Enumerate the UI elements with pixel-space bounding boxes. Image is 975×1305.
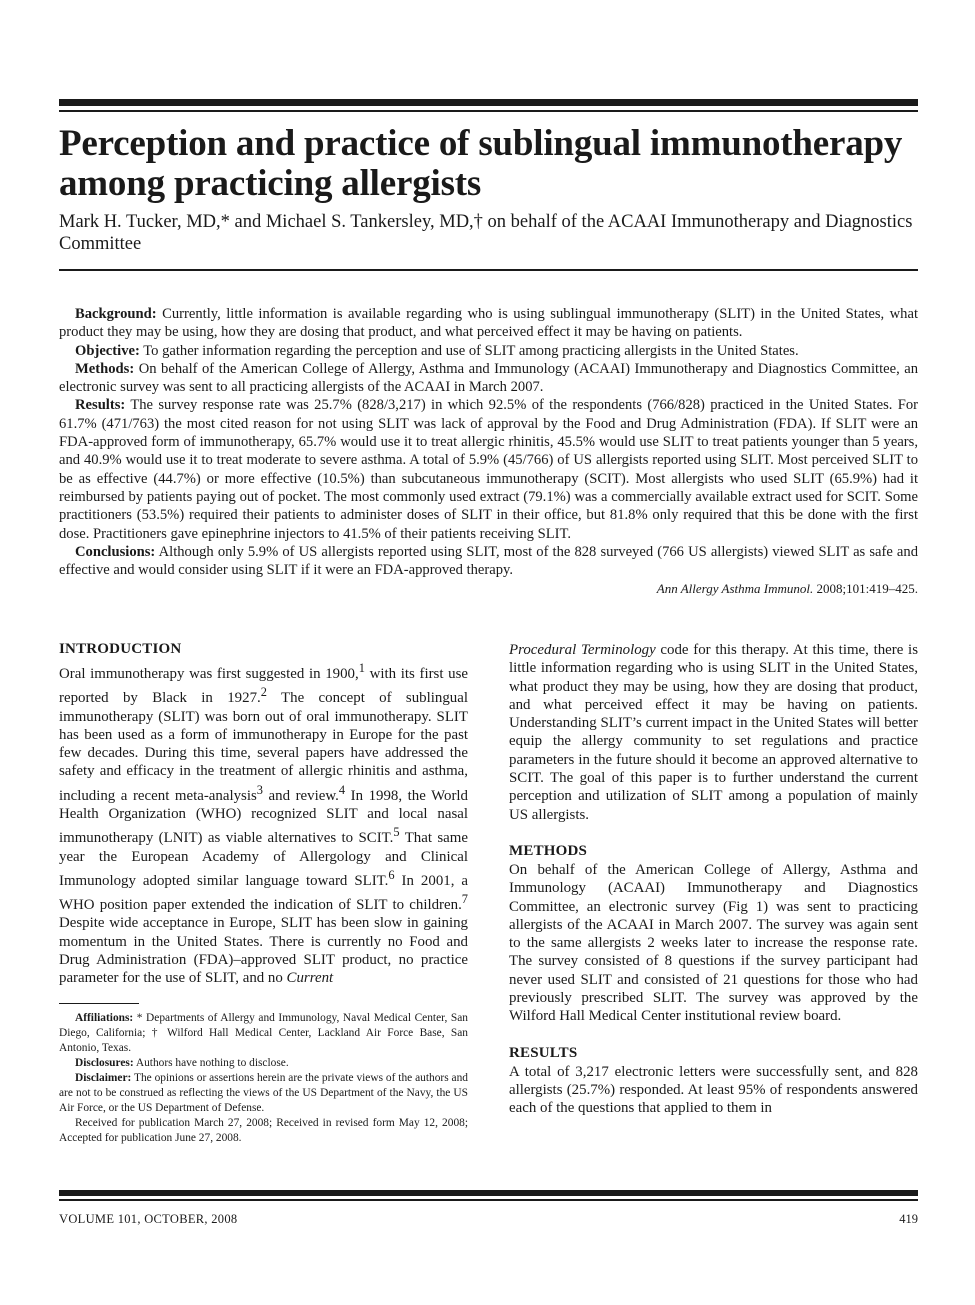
results-paragraph: A total of 3,217 electronic letters were successfully sent, and 828 allergists (25.7%) responded. At least 95% of respondents answered each of the questions that applied to them in — [509, 1063, 918, 1117]
article-title: Perception and practice of sublingual immunotherapy among practicing allergists — [59, 123, 903, 204]
ref-7: 7 — [461, 892, 468, 907]
footnote-affiliations — [59, 1011, 468, 1056]
results-label: Results: — [75, 397, 126, 414]
footer-page-number: 419 — [899, 1212, 918, 1226]
footnote-disclosures — [59, 1056, 468, 1071]
header-rule-thin — [59, 110, 918, 112]
conclusions-text: Although only 5.9% of US allergists reported using SLIT, most of the 828 surveyed (766 US allergists) viewed SLIT as safe and effective and would consider using SLIT if it were an FDA-approved therapy. — [59, 543, 919, 579]
disclaimer-label: Disclaimer: — [75, 1072, 132, 1084]
section-gap — [509, 824, 918, 842]
disclosures-text: Authors have nothing to disclose. — [133, 1057, 289, 1069]
abstract-results — [59, 396, 918, 542]
abstract-conclusions — [59, 543, 918, 580]
intro-text: with its first use reported by Black in 1927. — [59, 665, 468, 707]
abstract-objective — [59, 342, 918, 360]
section-gap — [509, 1026, 918, 1044]
intro-text: The concept of sublingual immunotherapy (SLIT) was born out of oral immunotherapy. SLIT has been used as a form of immunotherapy in Europe for the past few decades. During this time, several papers have addressed the safety and efficacy in the treatment of allergic rhinitis and asthma, including a recent meta-analysis — [59, 690, 468, 804]
authors-rule — [59, 269, 918, 271]
intro-text: In 1998, the World Health Organization (WHO) recognized SLIT and local nasal immunotherapy (LNIT) as viable alternatives to SCIT. — [59, 787, 468, 847]
footer-volume: VOLUME 101, OCTOBER, 2008 — [59, 1212, 238, 1226]
methods-paragraph: On behalf of the American College of Allergy, Asthma and Immunology (ACAAI) Immunotherapy and Diagnostics Committee, an electronic survey (Fig 1) was sent to practicing allergists of the ACAAI in March 2007. The survey was again sent to the same allergists 2 weeks later to increase the response rate. The survey consisted of 8 questions if the survey participant had never used SLIT and consisted of 21 questions for those who had previously prescribed SLIT. The survey was approved by the Wilford Hall Medical Center institutional review board. — [509, 861, 918, 1025]
ref-4: 4 — [338, 782, 346, 797]
results-text: The survey response rate was 25.7% (828/3,217) in which 92.5% of the respondents (766/828) practiced in the United States. For 61.7% (471/763) the most cited reason for not using SLIT was lack of approval by the Food and Drug Administration (FDA). If SLIT were an FDA-approved form of immunotherapy, 65.7% would use it to treat allergic rhinitis, 45.5% would use SLIT to treat patients younger than 5 years, and 40.9% would use it to treat moderate to severe asthma. A total of 5.9% (45/766) of US allergists reported using SLIT. Most perceived SLIT to be as effective (44.7%) or more effective (10.5%) than subcutaneous immunotherapy (SCIT). Most allergists who used SLIT (65.9%) had it reimbursed by patients paying out of pocket. The most commonly used extract (79.1%) was a commercially available extract used for SCIT. Some practitioners (53.5%) required their patients to administer doses of SLIT in their office, but 81.8% only required that this be done with the first dose. Practitioners gave epinephrine injectors to 41.5% of their patients receiving SLIT. — [59, 397, 918, 542]
background-text: Currently, little information is available regarding who is using sublingual immunotherapy (SLIT) in the United States, what product they may be using, how they are dosing that product, and what perceived effect it may be having on patients. — [59, 306, 919, 341]
citation-journal: Ann Allergy Asthma Immunol. — [656, 581, 814, 597]
conclusions-label: Conclusions: — [75, 543, 156, 560]
affiliations-label: Affiliations: — [75, 1012, 134, 1024]
introduction-heading: INTRODUCTION — [59, 641, 182, 657]
intro-text: That same year the European Academy of Allergology and Clinical Immunology adopted similar language toward SLIT. — [59, 830, 468, 889]
objective-label: Objective: — [75, 342, 140, 359]
introduction-paragraph — [59, 659, 468, 988]
methods-heading: METHODS — [509, 842, 588, 859]
intro-italic: Current — [286, 970, 334, 987]
ref-1: 1 — [358, 661, 365, 675]
intro-text: In 2001, a WHO position paper extended the indication of SLIT to children. — [59, 872, 468, 914]
ref-3: 3 — [256, 782, 263, 797]
disclosures-label: Disclosures: — [75, 1057, 134, 1069]
abstract — [59, 305, 918, 597]
left-column — [59, 640, 468, 988]
article-authors: Mark H. Tucker, MD,* and Michael S. Tankersley, MD,† on behalf of the ACAAI Immunotherapy and Diagnostics Committee — [59, 212, 913, 254]
footnote-received: Received for publication March 27, 2008; Received in revised form May 12, 2008; Accepted for publication June 27, 2008. — [59, 1117, 468, 1144]
intro-italic-cont: Procedural Terminology — [509, 642, 656, 658]
disclaimer-text: The opinions or assertions herein are the private views of the authors and are not to be construed as reflecting the views of the US Department of the Navy, the US Air Force, or the US Department of Defense. — [59, 1072, 468, 1114]
citation — [59, 580, 918, 597]
footer-rule-thin — [59, 1199, 918, 1201]
ref-6: 6 — [388, 867, 395, 882]
methods-text: On behalf of the American College of Allergy, Asthma and Immunology (ACAAI) Immunotherapy and Diagnostics Committee, an electronic survey was sent to all practicing allergists of the ACAAI in March 2007. — [59, 360, 919, 396]
header-rule-thick — [59, 99, 918, 106]
footnote-rule — [59, 1003, 139, 1004]
intro-text: Despite wide acceptance in Europe, SLIT has been slow in gaining momentum in the United States. There is currently no Food and Drug Administration (FDA)–approved SLIT product, no practice parameter for the use of SLIT, and no — [59, 915, 468, 987]
objective-text: To gather information regarding the perception and use of SLIT among practicing allergists in the United States. — [143, 342, 799, 359]
intro-text: code for this therapy. At this time, there is little information regarding who is using SLIT in the United States, what product they may be using, how they are dosing that product, and what perceived effect it may be having on patients. Understanding SLIT’s current impact in the United States will better equip the allergy community to set regulations and practice parameters in the future should it become an approved alternative to SCIT. The goal of this paper is to further understand the current perception and utilization of SLIT among a population of mainly US allergists. — [509, 642, 918, 823]
background-label: Background: — [75, 306, 157, 322]
results-heading: RESULTS — [509, 1044, 578, 1061]
citation-ref: 2008;101:419–425. — [816, 581, 918, 597]
abstract-background — [59, 305, 918, 342]
right-column — [509, 641, 918, 1118]
footer-rule-thick — [59, 1190, 918, 1196]
ref-5: 5 — [393, 825, 400, 840]
introduction-continued — [509, 641, 918, 824]
ref-2: 2 — [260, 685, 267, 700]
footnotes — [59, 1011, 468, 1146]
footnote-disclaimer — [59, 1071, 468, 1116]
methods-label: Methods: — [75, 360, 135, 377]
intro-text: and review. — [262, 787, 339, 804]
abstract-methods — [59, 360, 918, 397]
intro-text: Oral immunotherapy was first suggested in 1900, — [59, 665, 359, 682]
affiliations-text: * Departments of Allergy and Immunology, Naval Medical Center, San Diego, California; † Wilford Hall Medical Center, Lackland Air Force Base, San Antonio, Texas. — [59, 1012, 468, 1054]
